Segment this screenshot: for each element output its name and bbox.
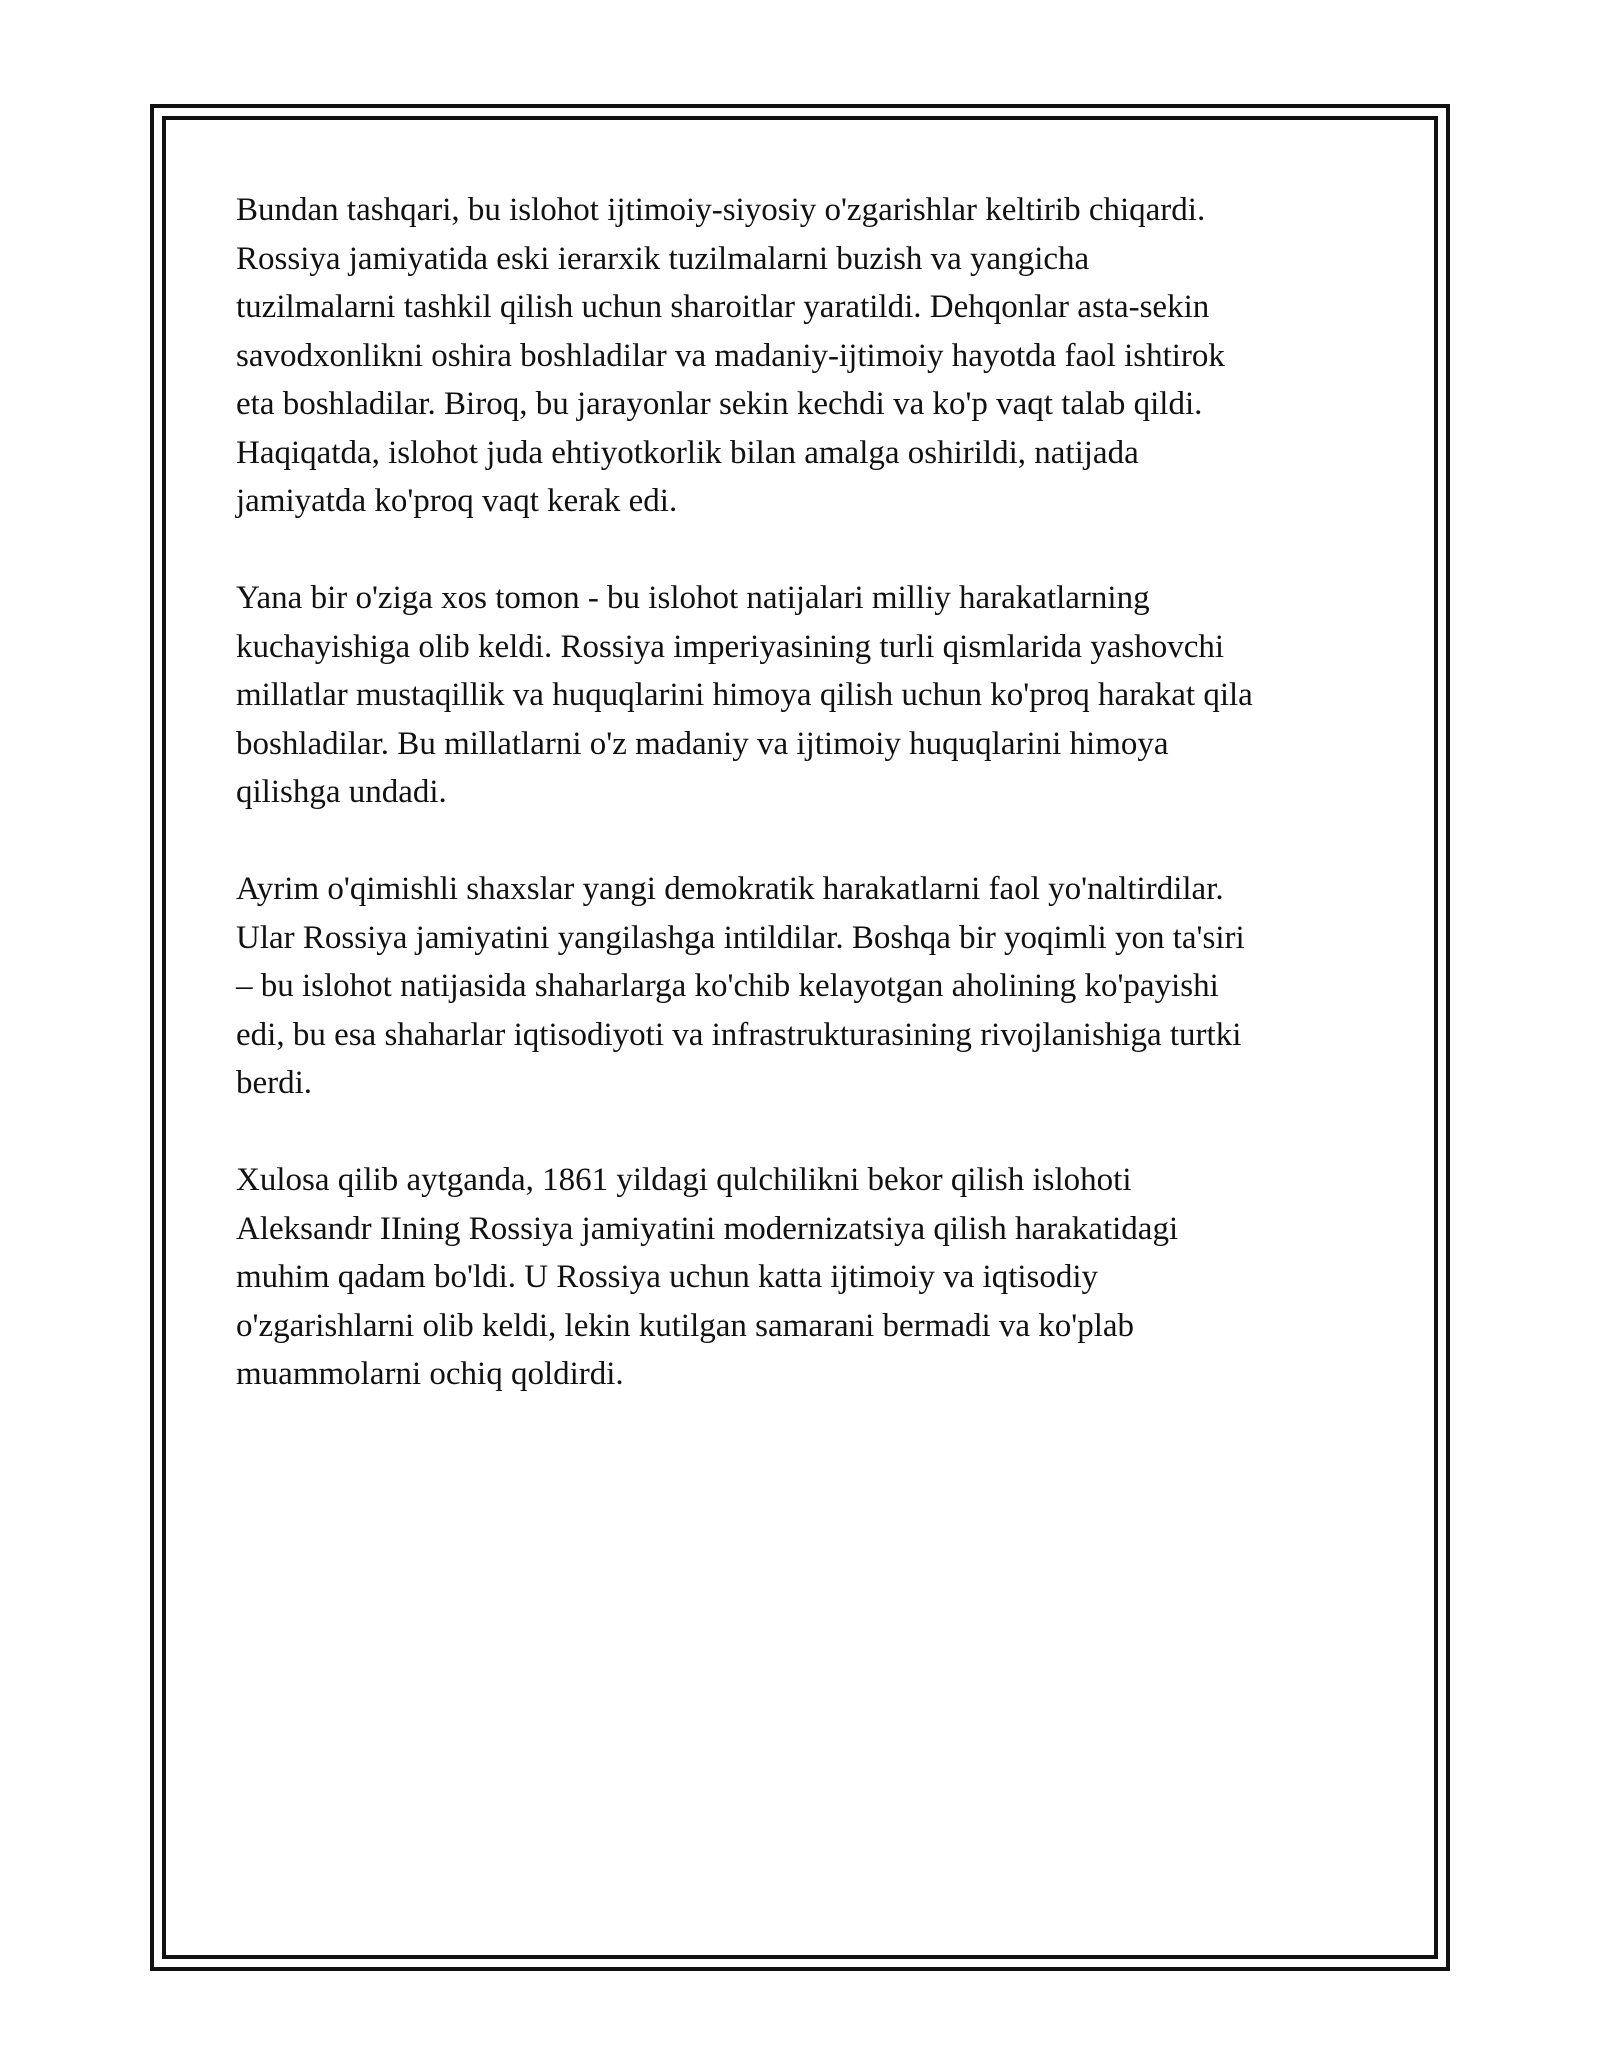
text-line: berdi. xyxy=(236,1065,313,1101)
text-line: Aleksandr IIning Rossiya jamiyatini modernizatsiya qilish harakatidagi xyxy=(236,1210,1179,1247)
text-line: edi, bu esa shaharlar iqtisodiyoti va infrastrukturasining rivojlanishiga turtki xyxy=(236,1016,1242,1053)
text-line: millatlar mustaqillik va huquqlarini himoya qilish uchun ko'proq harakat qila xyxy=(236,677,1253,713)
text-line: boshladilar. Bu millatlarni o'z madaniy va ijtimoiy huquqlarini himoya xyxy=(236,725,1169,762)
text-line: – bu islohot natijasida shaharlarga ko'chib kelayotgan aholining ko'payishi xyxy=(236,968,1219,1004)
text-line: o'zgarishlarni olib keldi, lekin kutilgan samarani bermadi va ko'plab xyxy=(236,1307,1135,1344)
paragraph-4 xyxy=(236,1156,1376,1399)
text-line: savodxonlikni oshira boshladilar va madaniy-ijtimoiy hayotda faol ishtirok xyxy=(236,337,1225,374)
text-line: tuzilmalarni tashkil qilish uchun sharoitlar yaratildi. Dehqonlar asta-sekin xyxy=(236,289,1210,325)
paragraph-1 xyxy=(236,186,1376,526)
text-line: Xulosa qilib aytganda, 1861 yildagi qulchilikni bekor qilish islohoti xyxy=(236,1162,1132,1198)
text-line: Ular Rossiya jamiyatini yangilashga intildilar. Boshqa bir yoqimli yon ta'siri xyxy=(236,919,1245,956)
text-line: muhim qadam bo'ldi. U Rossiya uchun katta ijtimoiy va iqtisodiy xyxy=(236,1259,1099,1295)
text-line: Yana bir o'ziga xos tomon - bu islohot natijalari milliy harakatlarning xyxy=(236,580,1150,616)
text-line: qilishga undadi. xyxy=(236,774,447,810)
document-body xyxy=(236,186,1376,1447)
text-line: Bundan tashqari, bu islohot ijtimoiy-siyosiy o'zgarishlar keltirib chiqardi. xyxy=(236,192,1206,228)
text-line: Ayrim o'qimishli shaxslar yangi demokratik harakatlarni faol yo'naltirdilar. xyxy=(236,871,1224,907)
text-line: muammolarni ochiq qoldirdi. xyxy=(236,1356,624,1392)
text-line: Haqiqatda, islohot juda ehtiyotkorlik bilan amalga oshirildi, natijada xyxy=(236,434,1139,471)
text-line: kuchayishiga olib keldi. Rossiya imperiyasining turli qismlarida yashovchi xyxy=(236,628,1225,665)
text-line: eta boshladilar. Biroq, bu jarayonlar sekin kechdi va ko'p vaqt talab qildi. xyxy=(236,386,1203,422)
text-line: jamiyatda ko'proq vaqt kerak edi. xyxy=(236,483,678,519)
text-line: Rossiya jamiyatida eski ierarxik tuzilmalarni buzish va yangicha xyxy=(236,240,1090,277)
paragraph-2 xyxy=(236,574,1376,817)
paragraph-3 xyxy=(236,865,1376,1108)
